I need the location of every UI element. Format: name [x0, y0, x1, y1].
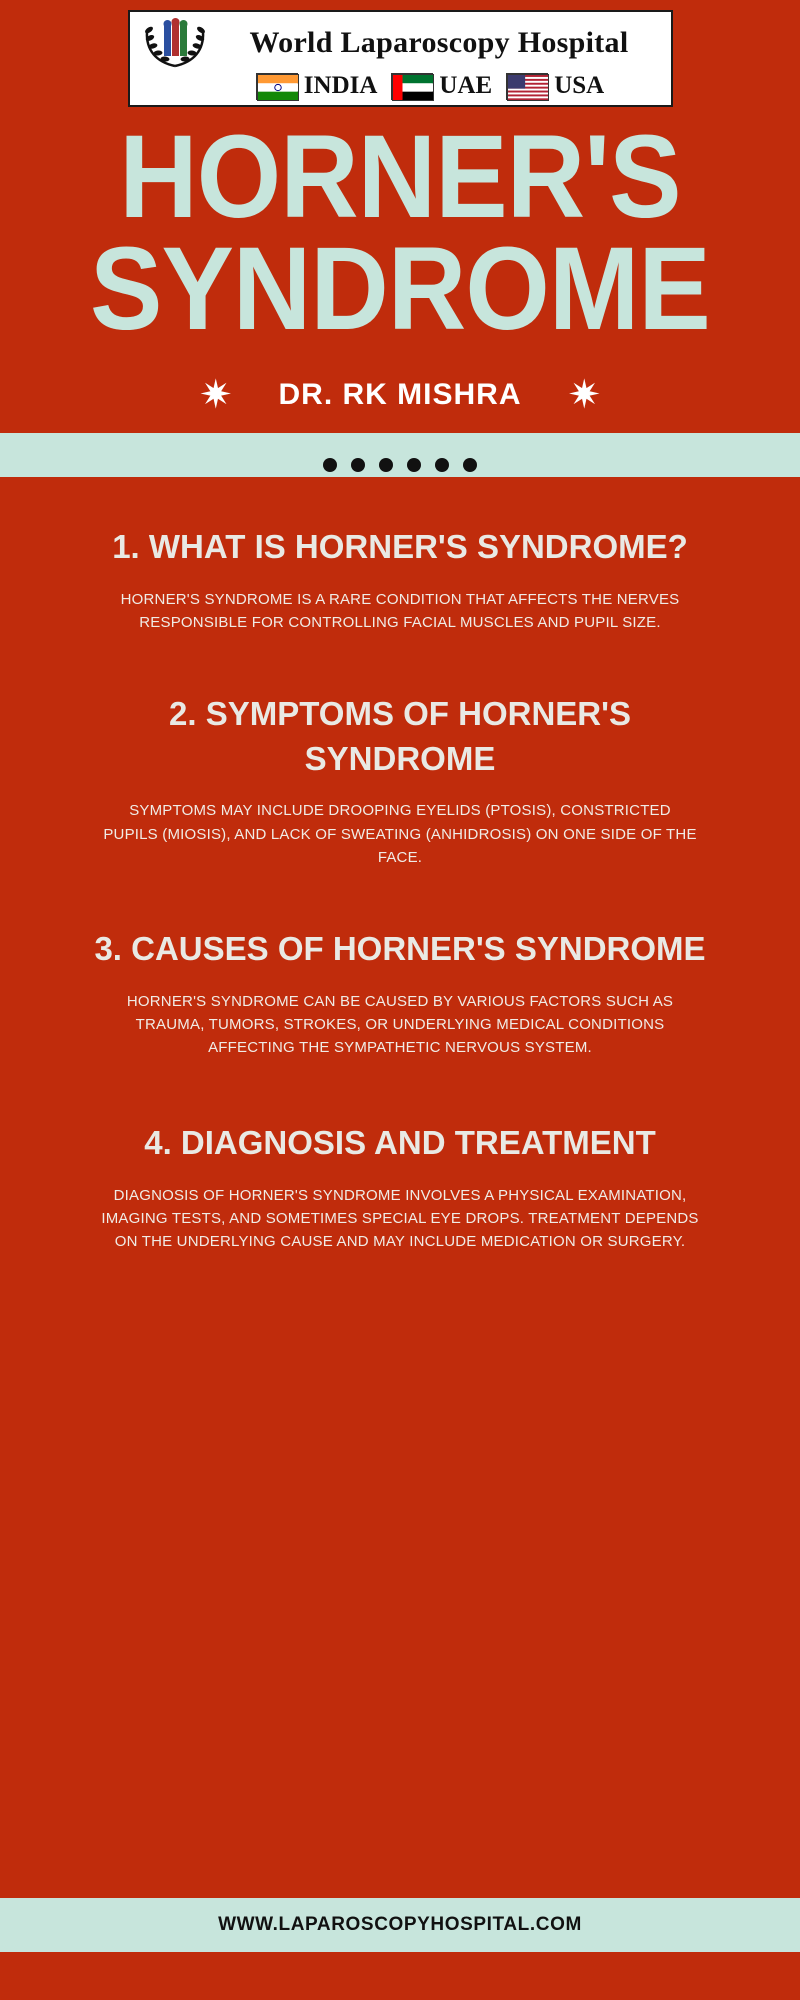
dot: [407, 458, 421, 472]
logo-title: World Laparoscopy Hospital: [249, 26, 629, 59]
page-title-line-2: SYNDROME: [90, 223, 710, 356]
star-icon-right: ✷: [567, 373, 602, 418]
author-row: [198, 373, 602, 418]
section-heading: 1. WHAT IS HORNER'S SYNDROME?: [112, 528, 688, 566]
section-body: HORNER'S SYNDROME CAN BE CAUSED BY VARIOUS FACTORS SUCH AS TRAUMA, TUMORS, STROKES, OR UNDERLYING MEDICAL CONDITIONS AFFECTING THE SYMPATHETIC NERVOUS SYSTEM.: [126, 992, 674, 1057]
section-heading: 3. CAUSES OF HORNER'S SYNDROME: [94, 930, 706, 968]
dot: [351, 458, 365, 472]
country-label: UAE: [439, 72, 493, 99]
country-india: [256, 72, 378, 100]
country-label: INDIA: [303, 72, 378, 99]
dot-row: [323, 458, 477, 472]
country-usa: [506, 72, 604, 100]
uae-flag-icon: [391, 73, 433, 100]
section-what-is: [0, 525, 800, 634]
page-title: [90, 111, 710, 356]
website-link[interactable]: WWW.LAPAROSCOPYHOSPITAL.COM: [218, 1914, 582, 1935]
author-name: DR. RK MISHRA: [278, 378, 522, 412]
divider-bar: [0, 433, 800, 477]
country-label: USA: [554, 72, 605, 99]
section-heading: 4. DIAGNOSIS AND TREATMENT: [144, 1124, 656, 1162]
usa-flag-icon: [506, 73, 548, 100]
hospital-logo-banner: [128, 10, 673, 107]
section-diagnosis-treatment: [0, 1121, 800, 1253]
india-flag-icon: [256, 73, 298, 100]
dot: [463, 458, 477, 472]
section-causes: [0, 927, 800, 1059]
content-sections: [0, 525, 800, 1253]
logo-top-row: [136, 16, 665, 70]
section-body: DIAGNOSIS OF HORNER'S SYNDROME INVOLVES A PHYSICAL EXAMINATION, IMAGING TESTS, AND SOMETIMES SPECIAL EYE DROPS. TREATMENT DEPENDS ON THE UNDERLYING CAUSE AND MAY INCLUDE MEDICATION OR SURGERY.: [101, 1186, 699, 1251]
wreath-emblem-icon: [136, 16, 214, 70]
footer-bar: [0, 1898, 800, 1952]
dot: [435, 458, 449, 472]
star-icon-left: ✷: [198, 373, 233, 418]
section-body: HORNER'S SYNDROME IS A RARE CONDITION THAT AFFECTS THE NERVES RESPONSIBLE FOR CONTROLLING FACIAL MUSCLES AND PUPIL SIZE.: [120, 590, 680, 631]
section-heading: 2. SYMPTOMS OF HORNER'S SYNDROME: [169, 695, 631, 777]
section-symptoms: [0, 692, 800, 869]
dot: [379, 458, 393, 472]
section-body: SYMPTOMS MAY INCLUDE DROOPING EYELIDS (PTOSIS), CONSTRICTED PUPILS (MIOSIS), AND LACK OF SWEATING (ANHIDROSIS) ON ONE SIDE OF THE FACE.: [103, 802, 697, 866]
country-uae: [391, 72, 492, 100]
logo-countries-row: [196, 72, 604, 100]
page-title-line-1: HORNER'S: [119, 111, 681, 243]
dot: [323, 458, 337, 472]
